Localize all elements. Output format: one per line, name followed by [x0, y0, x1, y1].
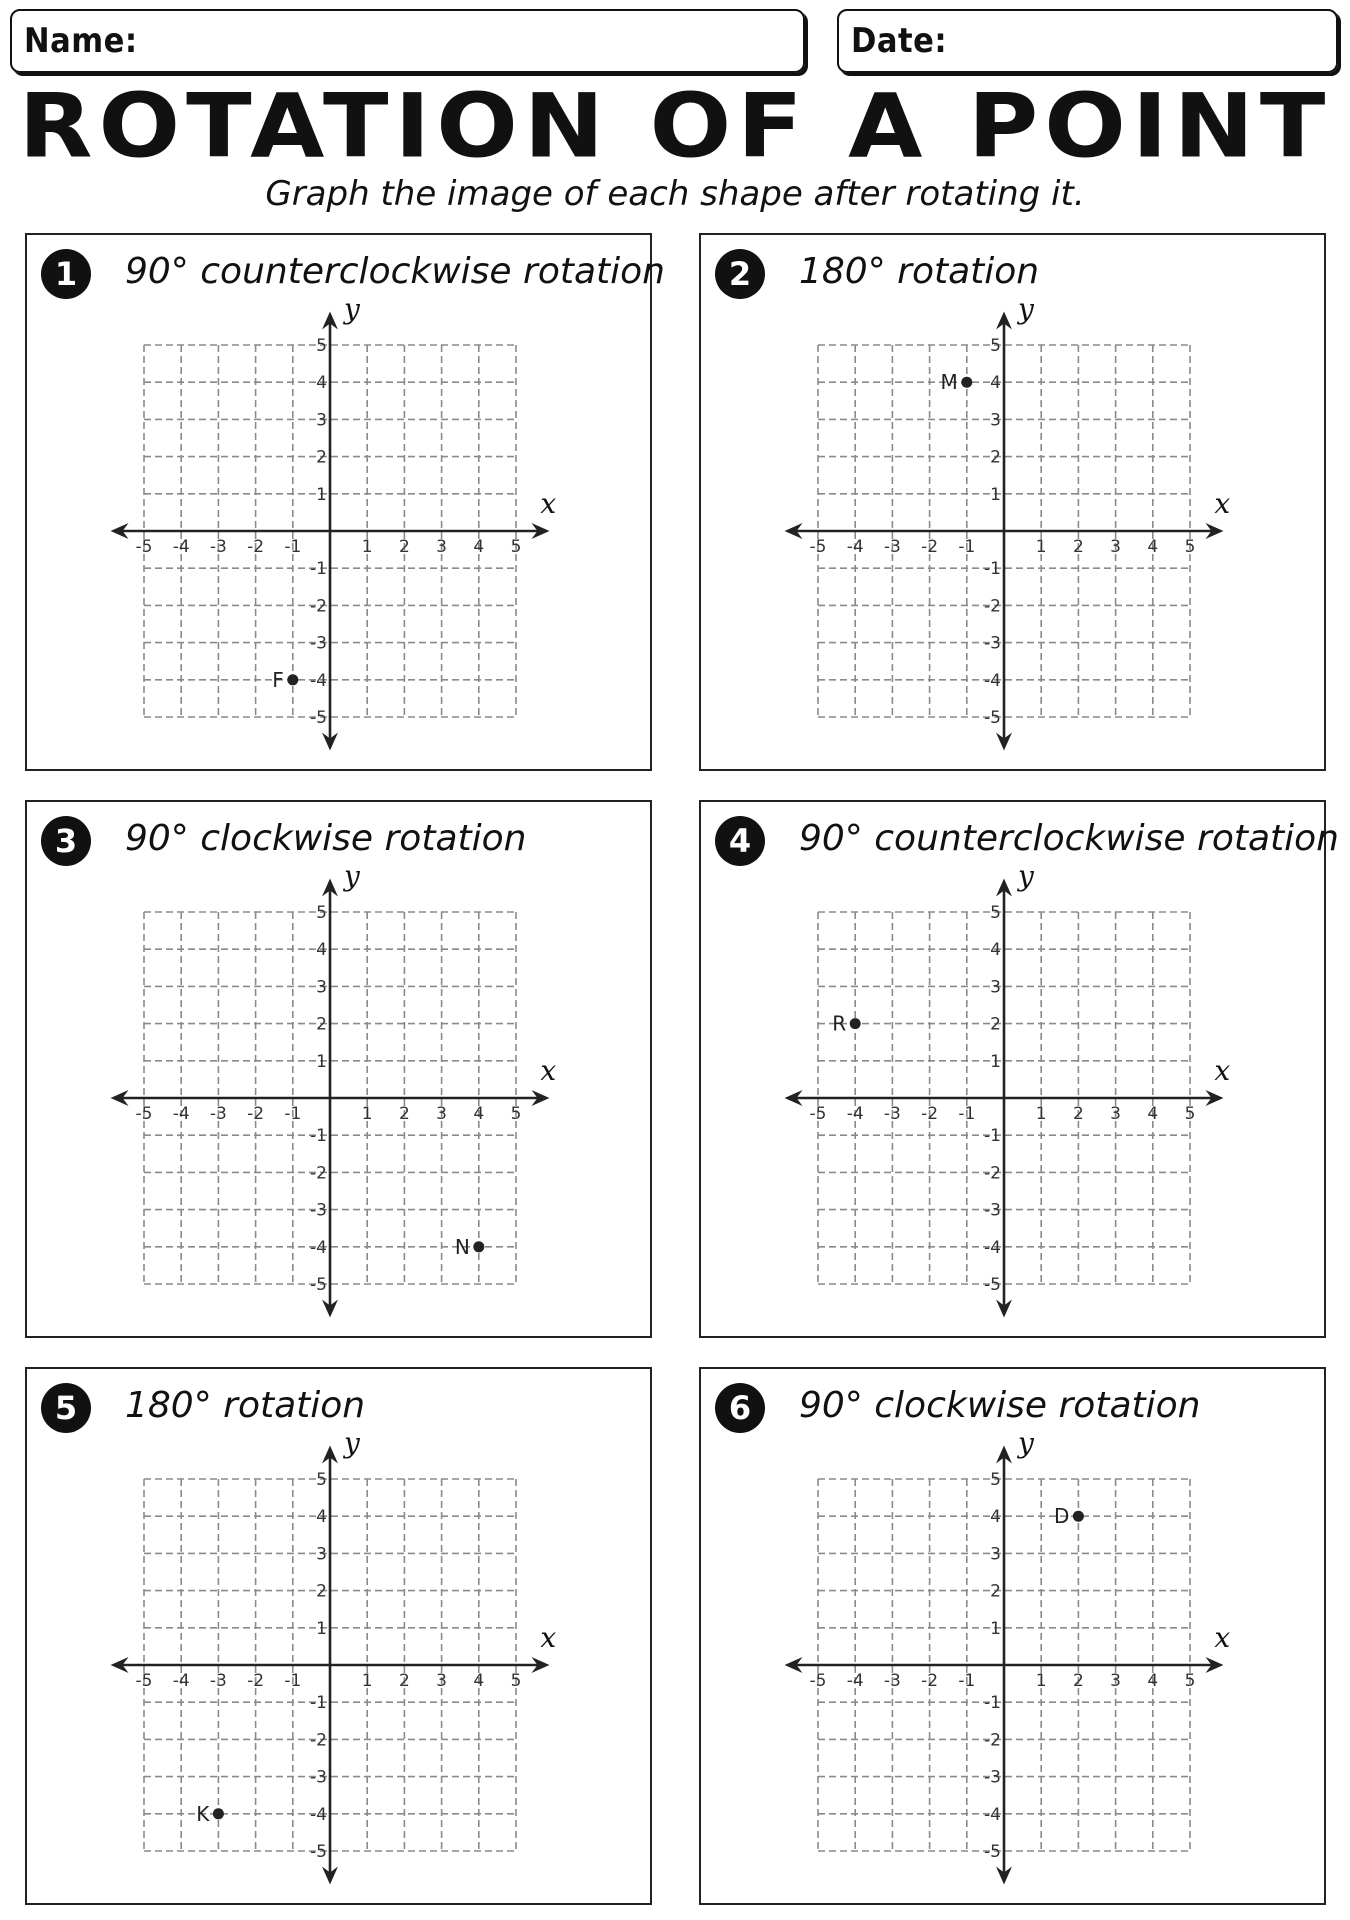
plotted-point: [1073, 1511, 1084, 1522]
point-label: M: [940, 370, 958, 395]
worksheet-instructions: Graph the image of each shape after rotating it.: [265, 174, 1085, 214]
y-tick-label: -2: [984, 596, 1001, 617]
x-tick-label: -5: [809, 1671, 827, 1691]
x-tick-label: -3: [209, 1671, 227, 1691]
point-label: F: [272, 667, 284, 692]
x-tick-label: 5: [1184, 537, 1196, 557]
y-tick-label: -2: [310, 596, 327, 617]
x-tick-label: -5: [135, 1671, 153, 1691]
y-tick-label: 1: [990, 1618, 1001, 1639]
y-tick-label: 2: [990, 447, 1001, 468]
y-tick-label: 4: [316, 940, 327, 961]
x-tick-label: 5: [510, 1104, 522, 1124]
y-tick-label: 4: [990, 373, 1001, 394]
y-tick-label: 2: [316, 1581, 327, 1602]
problem-number-badge: 1: [41, 249, 91, 299]
x-tick-label: -1: [958, 1671, 976, 1691]
y-tick-label: -5: [310, 1275, 327, 1295]
x-tick-label: 2: [1072, 1671, 1084, 1691]
y-tick-label: -3: [984, 633, 1001, 654]
x-tick-label: 5: [1184, 1104, 1196, 1124]
x-tick-label: -4: [846, 1104, 864, 1124]
y-axis-label: y: [1018, 292, 1034, 326]
problem-panel-6: [699, 1367, 1326, 1905]
y-tick-label: 2: [316, 447, 327, 468]
y-tick-label: -2: [310, 1163, 327, 1184]
x-tick-label: 3: [436, 1671, 448, 1691]
x-tick-label: 2: [398, 1104, 410, 1124]
x-tick-label: -1: [284, 1671, 302, 1691]
x-tick-label: 1: [1035, 1671, 1047, 1691]
x-tick-label: -2: [247, 1671, 265, 1691]
x-tick-label: 3: [436, 1104, 448, 1124]
y-tick-label: -5: [984, 708, 1001, 728]
point-label: N: [454, 1234, 470, 1259]
y-tick-label: 4: [990, 1507, 1001, 1528]
problem-number-badge: 6: [715, 1383, 765, 1433]
y-tick-label: 5: [316, 336, 327, 356]
y-tick-label: -5: [310, 1842, 327, 1862]
x-tick-label: 5: [1184, 1671, 1196, 1691]
date-label: Date:: [851, 21, 948, 61]
problem-instruction: 90° counterclockwise rotation: [125, 251, 665, 292]
x-tick-label: -2: [247, 1104, 265, 1124]
problem-number-badge: 2: [715, 249, 765, 299]
y-axis-label: y: [1018, 1426, 1034, 1460]
y-axis-label: y: [344, 292, 360, 326]
coordinate-grid[interactable]: [701, 1369, 1328, 1907]
x-tick-label: -1: [958, 1104, 976, 1124]
y-tick-label: 2: [990, 1581, 1001, 1602]
y-tick-label: -5: [984, 1275, 1001, 1295]
x-tick-label: -3: [883, 1104, 901, 1124]
x-tick-label: 2: [398, 1671, 410, 1691]
y-tick-label: -3: [310, 1767, 327, 1788]
x-tick-label: 1: [361, 1671, 373, 1691]
x-tick-label: 4: [473, 537, 485, 557]
y-tick-label: 1: [990, 1051, 1001, 1072]
x-tick-label: -3: [883, 537, 901, 557]
y-tick-label: -1: [310, 1126, 327, 1147]
x-tick-label: 1: [361, 1104, 373, 1124]
x-tick-label: -3: [883, 1671, 901, 1691]
x-tick-label: 1: [1035, 1104, 1047, 1124]
point-label: R: [832, 1011, 847, 1036]
x-tick-label: -4: [846, 1671, 864, 1691]
x-tick-label: -2: [921, 537, 939, 557]
x-tick-label: 3: [1110, 537, 1122, 557]
x-tick-label: 4: [1147, 537, 1159, 557]
y-tick-label: 3: [316, 1544, 327, 1565]
y-tick-label: -2: [984, 1163, 1001, 1184]
y-tick-label: 5: [316, 903, 327, 923]
y-tick-label: -4: [310, 1804, 327, 1825]
y-tick-label: 5: [316, 1470, 327, 1490]
coordinate-grid[interactable]: [27, 235, 654, 773]
y-tick-label: -1: [984, 559, 1001, 580]
x-tick-label: 1: [361, 537, 373, 557]
name-field[interactable]: [10, 9, 805, 73]
x-axis-label: x: [540, 1054, 557, 1087]
x-axis-label: x: [1214, 1054, 1231, 1087]
problem-number-badge: 3: [41, 816, 91, 866]
y-tick-label: -5: [310, 708, 327, 728]
x-tick-label: 4: [1147, 1671, 1159, 1691]
y-axis-label: y: [1018, 859, 1034, 893]
problem-instruction: 180° rotation: [799, 251, 1040, 292]
y-tick-label: 3: [990, 1544, 1001, 1565]
plotted-point: [850, 1018, 861, 1029]
y-tick-label: -1: [310, 1693, 327, 1714]
y-axis-label: y: [344, 1426, 360, 1460]
x-axis-label: x: [1214, 1621, 1231, 1654]
y-tick-label: 5: [990, 336, 1001, 356]
x-tick-label: -1: [958, 537, 976, 557]
coordinate-grid[interactable]: [701, 802, 1328, 1340]
y-tick-label: 3: [990, 977, 1001, 998]
y-tick-label: -3: [984, 1767, 1001, 1788]
x-tick-label: 5: [510, 537, 522, 557]
point-label: D: [1053, 1504, 1070, 1529]
x-tick-label: -2: [921, 1671, 939, 1691]
y-tick-label: 3: [990, 410, 1001, 431]
x-tick-label: 1: [1035, 537, 1047, 557]
x-tick-label: -3: [209, 1104, 227, 1124]
x-tick-label: -5: [135, 1104, 153, 1124]
y-tick-label: 2: [990, 1014, 1001, 1035]
x-tick-label: -3: [209, 537, 227, 557]
y-tick-label: -4: [310, 1237, 327, 1258]
problem-panel-5: [25, 1367, 652, 1905]
y-tick-label: -1: [984, 1693, 1001, 1714]
y-tick-label: 1: [316, 1618, 327, 1639]
x-tick-label: -5: [135, 537, 153, 557]
x-tick-label: 5: [510, 1671, 522, 1691]
y-tick-label: -3: [984, 1200, 1001, 1221]
x-tick-label: 4: [473, 1671, 485, 1691]
problem-instruction: 90° counterclockwise rotation: [799, 818, 1339, 859]
y-tick-label: 3: [316, 977, 327, 998]
date-field[interactable]: [837, 9, 1338, 73]
x-tick-label: 3: [1110, 1671, 1122, 1691]
plotted-point: [473, 1241, 484, 1252]
y-tick-label: 5: [990, 903, 1001, 923]
x-tick-label: -2: [921, 1104, 939, 1124]
x-tick-label: 2: [398, 537, 410, 557]
y-tick-label: 1: [316, 1051, 327, 1072]
y-tick-label: -2: [984, 1730, 1001, 1751]
x-tick-label: -4: [846, 537, 864, 557]
problem-panel-4: [699, 800, 1339, 1338]
y-tick-label: 4: [316, 373, 327, 394]
x-tick-label: -4: [172, 1104, 190, 1124]
problem-instruction: 90° clockwise rotation: [125, 818, 527, 859]
y-tick-label: 5: [990, 1470, 1001, 1490]
x-tick-label: 4: [1147, 1104, 1159, 1124]
y-tick-label: 4: [990, 940, 1001, 961]
x-tick-label: -1: [284, 1104, 302, 1124]
x-axis-label: x: [1214, 487, 1231, 520]
x-axis-label: x: [540, 1621, 557, 1654]
y-tick-label: -5: [984, 1842, 1001, 1862]
y-tick-label: -1: [984, 1126, 1001, 1147]
y-tick-label: 3: [316, 410, 327, 431]
problem-panel-2: [699, 233, 1326, 771]
name-label: Name:: [24, 21, 138, 61]
y-tick-label: -3: [310, 633, 327, 654]
y-tick-label: 1: [316, 484, 327, 505]
x-axis-label: x: [540, 487, 557, 520]
y-tick-label: -1: [310, 559, 327, 580]
x-tick-label: -4: [172, 537, 190, 557]
x-tick-label: -5: [809, 1104, 827, 1124]
y-axis-label: y: [344, 859, 360, 893]
problem-panel-1: [25, 233, 665, 771]
x-tick-label: 2: [1072, 537, 1084, 557]
x-tick-label: 3: [1110, 1104, 1122, 1124]
x-tick-label: -5: [809, 537, 827, 557]
x-tick-label: 4: [473, 1104, 485, 1124]
worksheet-title: ROTATION OF A POINT: [18, 74, 1332, 178]
x-tick-label: -1: [284, 537, 302, 557]
problem-number-badge: 4: [715, 816, 765, 866]
plotted-point: [213, 1808, 224, 1819]
y-tick-label: -4: [984, 1237, 1001, 1258]
y-tick-label: 4: [316, 1507, 327, 1528]
problem-instruction: 90° clockwise rotation: [799, 1385, 1201, 1426]
y-tick-label: -3: [310, 1200, 327, 1221]
y-tick-label: -4: [310, 670, 327, 691]
x-tick-label: -4: [172, 1671, 190, 1691]
problem-panel-3: [25, 800, 652, 1338]
y-tick-label: -4: [984, 1804, 1001, 1825]
y-tick-label: -4: [984, 670, 1001, 691]
x-tick-label: 3: [436, 537, 448, 557]
y-tick-label: 1: [990, 484, 1001, 505]
y-tick-label: -2: [310, 1730, 327, 1751]
coordinate-grid[interactable]: [701, 235, 1328, 773]
coordinate-grid[interactable]: [27, 1369, 654, 1907]
plotted-point: [287, 674, 298, 685]
problem-number-badge: 5: [41, 1383, 91, 1433]
problem-instruction: 180° rotation: [125, 1385, 366, 1426]
coordinate-grid[interactable]: [27, 802, 654, 1340]
x-tick-label: 2: [1072, 1104, 1084, 1124]
y-tick-label: 2: [316, 1014, 327, 1035]
point-label: K: [196, 1801, 210, 1826]
plotted-point: [961, 377, 972, 388]
x-tick-label: -2: [247, 537, 265, 557]
